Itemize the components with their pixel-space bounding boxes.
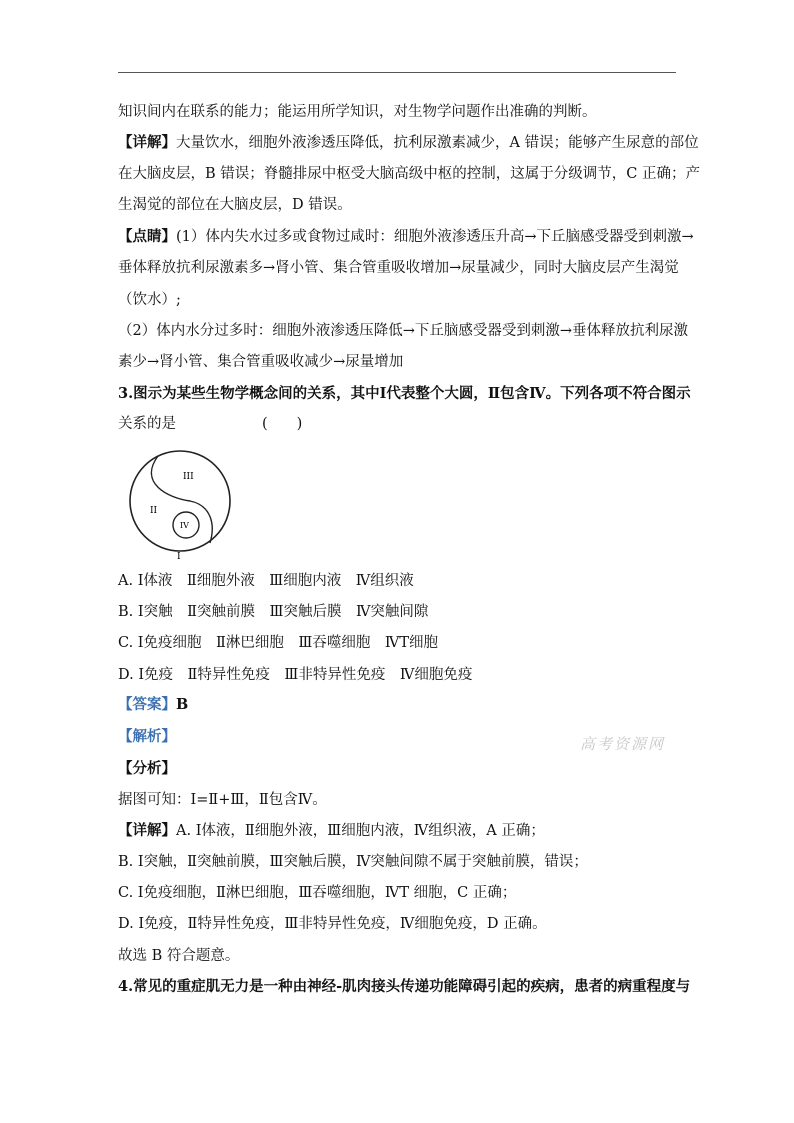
option-c: C. Ⅰ免疫细胞 Ⅱ淋巴细胞 Ⅲ吞噬细胞 ⅣT细胞: [118, 635, 439, 651]
tip-line-4: （2）体内水分过多时：细胞外液渗透压降低→下丘脑感受器受到刺激→垂体释放抗利尿激: [118, 323, 689, 339]
answer-blank: ( ): [262, 416, 303, 432]
answer-line: [118, 695, 188, 715]
tip-line-1: 【点睛】(1）体内失水过多或食物过咸时：细胞外液渗透压升高→下丘脑感受器受到刺激→: [118, 228, 694, 245]
question-3-stem-2: 关系的是 ( ): [118, 416, 303, 432]
detail-a: 【详解】A. Ⅰ体液，Ⅱ细胞外液，Ⅲ细胞内液，Ⅳ组织液，A 正确；: [118, 822, 545, 839]
answer-value: B: [176, 696, 189, 713]
analysis-tag: 【解析】: [118, 728, 176, 745]
answer-tag: 【答案】: [118, 696, 176, 713]
detail-tag-2: 【详解】: [118, 822, 176, 839]
detail-line-1: 【详解】大量饮水，细胞外液渗透压降低，抗利尿激素减少，A 错误；能够产生尿意的部位: [118, 134, 699, 151]
concept-diagram: [128, 443, 236, 561]
header-rule: [118, 72, 676, 73]
label-II: II: [150, 506, 158, 516]
detail-c: C. Ⅰ免疫细胞，Ⅱ淋巴细胞，Ⅲ吞噬细胞，ⅣT 细胞，C 正确；: [118, 885, 517, 901]
label-I: I: [177, 552, 181, 561]
detail-b: B. Ⅰ突触，Ⅱ突触前膜，Ⅲ突触后膜，Ⅳ突触间隙不属于突触前膜，错误；: [118, 854, 588, 870]
detail-tag: 【详解】: [118, 134, 176, 151]
detail-line-2: 在大脑皮层，B 错误；脊髓排尿中枢受大脑高级中枢的控制，这属于分级调节，C 正确；产: [118, 166, 700, 182]
option-a: A. Ⅰ体液 Ⅱ细胞外液 Ⅲ细胞内液 Ⅳ组织液: [118, 573, 414, 589]
detail-d: D. Ⅰ免疫，Ⅱ特异性免疫，Ⅲ非特异性免疫，Ⅳ细胞免疫，D 正确。: [118, 916, 547, 932]
tip-tag: 【点睛】: [118, 228, 176, 245]
tip-line-5: 素少→肾小管、集合管重吸收减少→尿量增加: [118, 354, 404, 370]
option-d: D. Ⅰ免疫 Ⅱ特异性免疫 Ⅲ非特异性免疫 Ⅳ细胞免疫: [118, 667, 473, 683]
fenxi-text: 据图可知：Ⅰ=Ⅱ+Ⅲ，Ⅱ包含Ⅳ。: [118, 792, 327, 808]
fenxi-tag: 【分析】: [118, 760, 176, 777]
label-IV: IV: [180, 521, 189, 530]
tip-line-2: 垂体释放抗利尿激素多→肾小管、集合管重吸收增加→尿量减少，同时大脑皮层产生渴觉: [118, 260, 679, 276]
question-4-stem: 4.常见的重症肌无力是一种由神经-肌肉接头传递功能障碍引起的疾病，患者的病重程度与: [118, 978, 691, 995]
option-b: B. Ⅰ突触 Ⅱ突触前膜 Ⅲ突触后膜 Ⅳ突触间隙: [118, 604, 429, 620]
paragraph-intro: 知识间内在联系的能力；能运用所学知识，对生物学问题作出准确的判断。: [118, 104, 597, 120]
conclusion: 故选 B 符合题意。: [118, 948, 240, 964]
label-III: III: [183, 472, 194, 482]
watermark: 高考资源网: [580, 735, 666, 753]
detail-line-3: 生渴觉的部位在大脑皮层，D 错误。: [118, 197, 352, 213]
tip-line-3: （饮水）;: [118, 292, 181, 308]
question-3-stem: 3.图示为某些生物学概念间的关系，其中Ⅰ代表整个大圆，Ⅱ包含Ⅳ。下列各项不符合图示: [118, 385, 691, 402]
